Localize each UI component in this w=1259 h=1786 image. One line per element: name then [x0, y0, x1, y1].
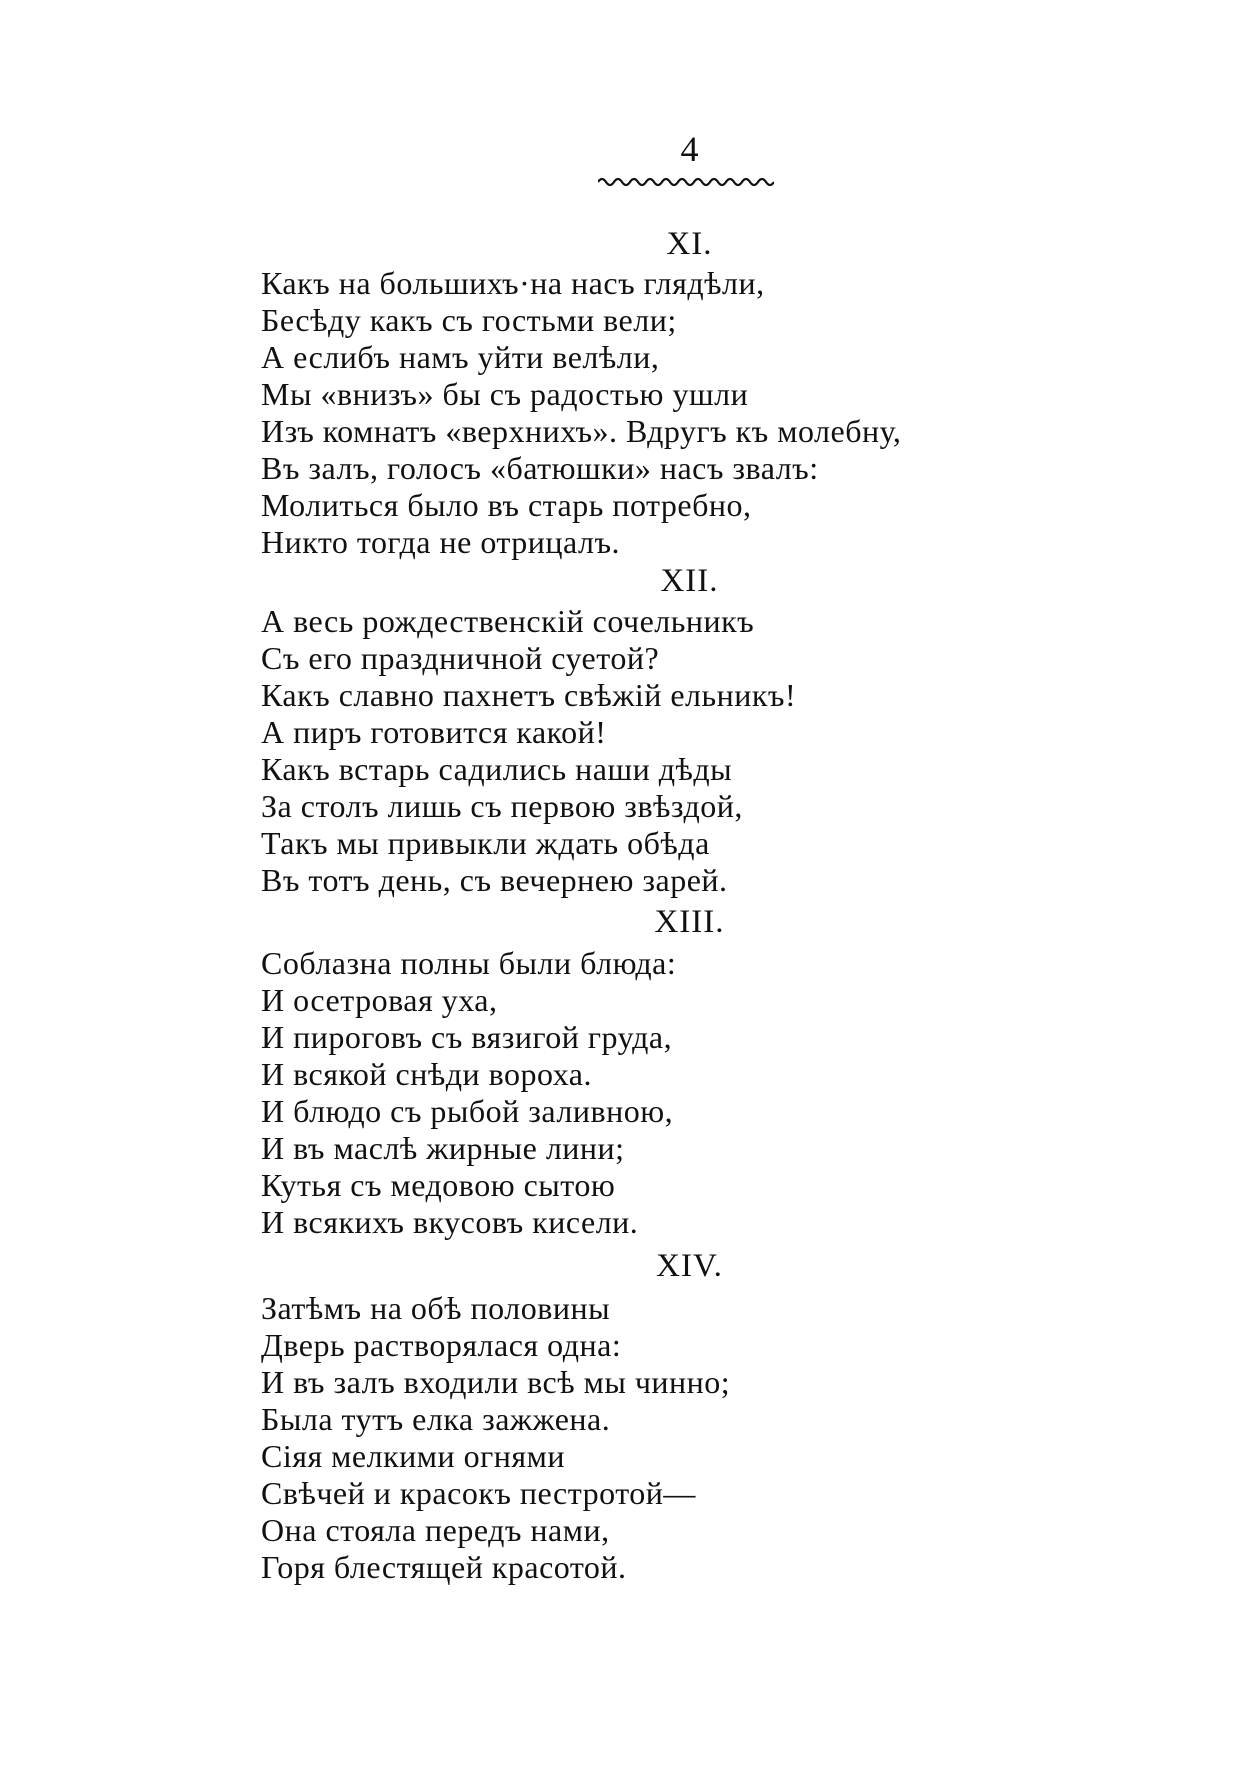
- verse-line: Никто тогда не отрицалъ.: [261, 524, 621, 560]
- verse-line: А весь рождественскій сочельникъ: [261, 603, 755, 639]
- verse-line: Она стояла передъ нами,: [261, 1512, 610, 1548]
- stanza-numeral: XIV.: [656, 1248, 723, 1284]
- page-number: 4: [680, 129, 699, 169]
- verse-line: А пиръ готовится какой!: [261, 714, 607, 750]
- wavy-ornament-divider: [598, 174, 774, 186]
- verse-line: Изъ комнатъ «верхнихъ». Вдругъ къ молебну,: [261, 413, 902, 449]
- verse-line: И осетровая уха,: [261, 982, 498, 1018]
- verse-line: Бесѣду какъ съ гостьми вели;: [261, 302, 677, 338]
- stanza-verse: [261, 265, 901, 561]
- stanza-numeral: XI.: [666, 226, 713, 262]
- verse-line: Какъ на большихъ·на насъ глядѣли,: [261, 265, 765, 301]
- verse-line: И блюдо съ рыбой заливною,: [261, 1093, 674, 1129]
- verse-line: И всякой снѣди вороха.: [261, 1056, 592, 1092]
- verse-line: Такъ мы привыкли ждать обѣда: [261, 825, 710, 861]
- verse-line: Мы «внизъ» бы съ радостью ушли: [261, 376, 749, 412]
- verse-line: И въ залъ входили всѣ мы чинно;: [261, 1364, 731, 1400]
- verse-line: И всякихъ вкусовъ кисели.: [261, 1204, 639, 1240]
- verse-line: А еслибъ намъ уйти велѣли,: [261, 339, 660, 375]
- verse-line: Молиться было въ старь потребно,: [261, 487, 752, 523]
- stanza-numeral: XII.: [660, 563, 719, 599]
- verse-line: Какъ славно пахнетъ свѣжій ельникъ!: [261, 677, 797, 713]
- verse-line: И пироговъ съ вязигой груда,: [261, 1019, 673, 1055]
- verse-line: Была тутъ елка зажжена.: [261, 1401, 611, 1437]
- stanza-verse: [261, 1290, 730, 1586]
- verse-line: Съ его праздничной суетой?: [261, 640, 660, 676]
- verse-line: Какъ встарь садились наши дѣды: [261, 751, 733, 787]
- verse-line: Горя блестящей красотой.: [261, 1549, 627, 1585]
- verse-line: Кутья съ медовою сытою: [261, 1167, 616, 1203]
- verse-line: Сіяя мелкими огнями: [261, 1438, 565, 1474]
- stanza-verse: [261, 945, 676, 1241]
- verse-line: Свѣчей и красокъ пестротой—: [261, 1475, 696, 1511]
- verse-line: И въ маслѣ жирные лини;: [261, 1130, 625, 1166]
- stanza-numeral: XIII.: [654, 904, 725, 940]
- verse-line: Дверь растворялася одна:: [261, 1327, 622, 1363]
- verse-line: Соблазна полны были блюда:: [261, 945, 677, 981]
- verse-line: За столъ лишь съ первою звѣздой,: [261, 788, 743, 824]
- verse-line: Въ тотъ день, съ вечернею зарей.: [261, 862, 728, 898]
- stanza-verse: [261, 603, 796, 899]
- verse-line: Въ залъ, голосъ «батюшки» насъ звалъ:: [261, 450, 819, 486]
- verse-line: Затѣмъ на обѣ половины: [261, 1290, 611, 1326]
